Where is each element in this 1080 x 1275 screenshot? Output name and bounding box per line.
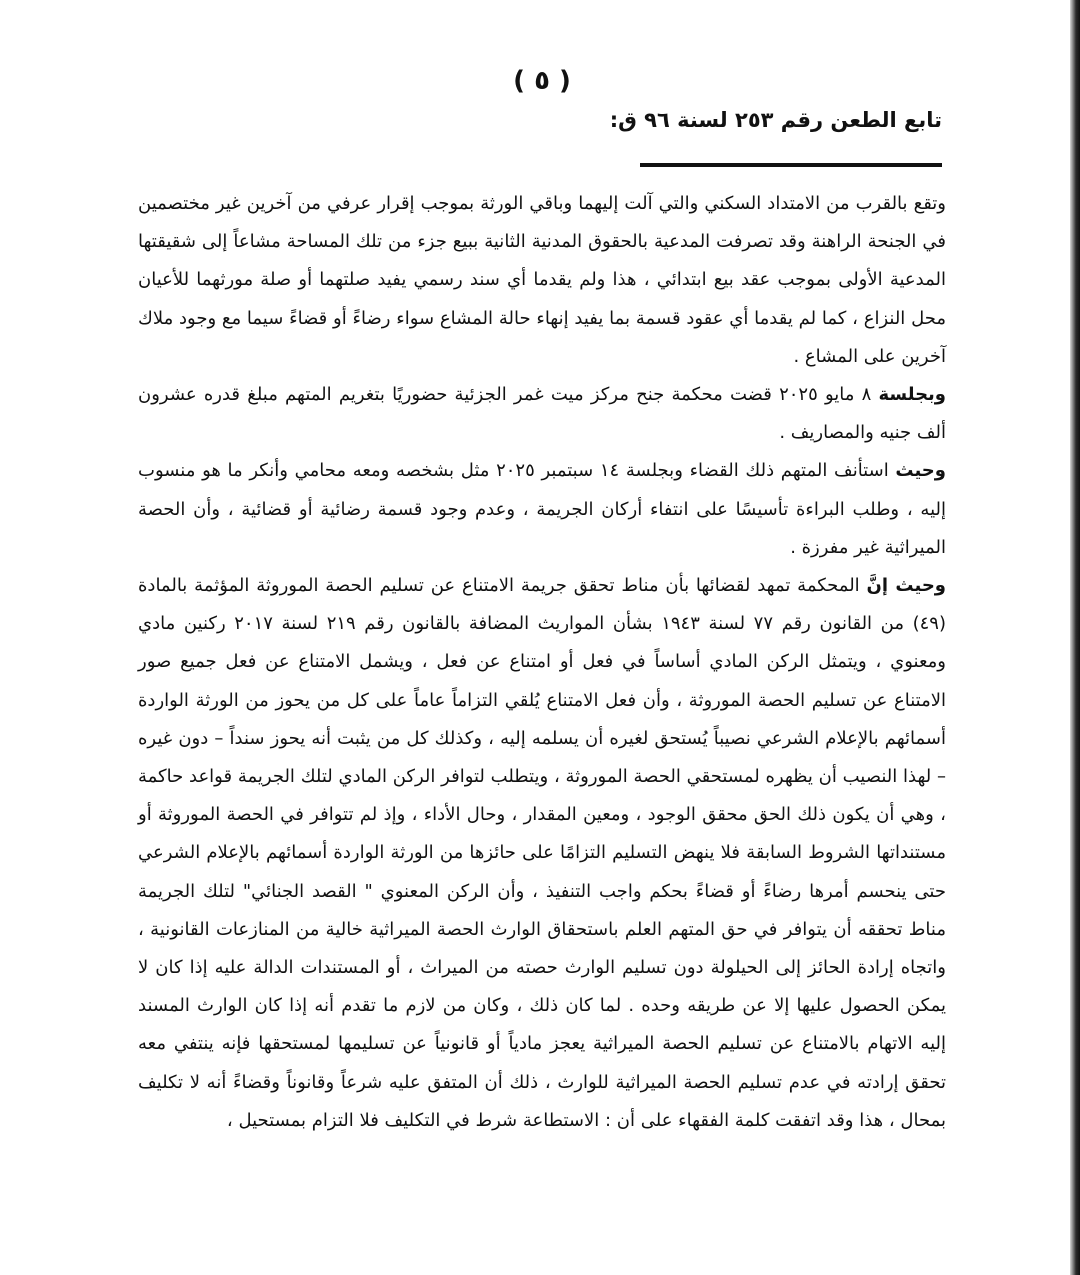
page-margin-left bbox=[0, 0, 70, 1275]
paragraph-1-text: وتقع بالقرب من الامتداد السكني والتي آلت إليهما وباقي الورثة بموجب إقرار عرفي من آخرين غير مختصمين في الجنحة الراهنة وقد تصرفت المدعية بالحقوق المدنية الثانية ببيع جزء من تلك المساحة مشاعاً إلى شقيقتها المدعية الأولى بموجب عقد بيع ابتدائي ، هذا ولم يقدما أي سند رسمي يفيد صلتهما أو صلة مورثهما للأعيان محل النزاع ، كما لم يقدما أي عقود قسمة بما يفيد إنهاء حالة المشاع سواء رضاءً أو قضاءً سيما مع وجود ملاك آخرين على المشاع . bbox=[138, 193, 946, 367]
paragraph-3-lead: وحيث bbox=[895, 460, 946, 482]
paragraph-3-text: استأنف المتهم ذلك القضاء وبجلسة ١٤ سبتمبر ٢٠٢٥ مثل بشخصه ومعه محامي وأنكر ما هو منسوب إليه ، وطلب البراءة تأسيسًا على انتفاء أركان الجريمة ، وعدم وجود قسمة رضائية أو قضائية ، وأن الحصة الميراثية غير مفرزة . bbox=[138, 460, 946, 558]
page-number: ( ٥ ) bbox=[513, 66, 571, 96]
paragraph-2-text: ٨ مايو ٢٠٢٥ قضت محكمة جنح مركز ميت غمر الجزئية حضوريًا بتغريم المتهم مبلغ قدره عشرون ألف جنيه والمصاريف . bbox=[138, 384, 946, 444]
paragraph-4 bbox=[138, 567, 946, 1140]
paragraph-1 bbox=[138, 185, 946, 376]
page-edge-shadow bbox=[1070, 0, 1080, 1275]
document-body bbox=[138, 185, 946, 1140]
document-page bbox=[138, 0, 946, 1275]
heading-underline-rule bbox=[640, 163, 942, 167]
paragraph-4-text: المحكمة تمهد لقضائها بأن مناط تحقق جريمة الامتناع عن تسليم الحصة الموروثة المؤثمة بالمادة (٤٩) من القانون رقم ٧٧ لسنة ١٩٤٣ بشأن المواريث المضافة بالقانون رقم ٢١٩ لسنة ٢٠١٧ ركنين مادي ومعنوي ، ويتمثل الركن المادي أساساً في فعل أو امتناع عن فعل ، ويشمل الامتناع عن فعل جميع صور الامتناع عن تسليم الحصة الموروثة ، وأن فعل الامتناع يُلقي التزاماً عاماً على كل من يحوز من الورثة الواردة أسمائهم بالإعلام الشرعي نصيباً يُستحق لغيره أن يسلمه إليه ، وكذلك كل من يثبت أنه يحوز سنداً – دون غيره – لهذا النصيب أن يظهره لمستحقي الحصة الموروثة ، ويتطلب لتوافر الركن المادي لتلك الجريمة قواعد حاكمة ، وهي أن يكون ذلك الحق محقق الوجود ، ومعين المقدار ، وحال الأداء ، وإذ لم تتوافر في الحصة الموروثة أو مستنداتها الشروط السابقة فلا ينهض التسليم التزامًا على حائزها من الورثة الواردة أسمائهم بالإعلام الشرعي حتى ينحسم أمرها رضاءً أو قضاءً بحكم واجب التنفيذ ، وأن الركن المعنوي " القصد الجنائي" لتلك الجريمة مناط تحققه أن يتوافر في حق المتهم العلم باستحقاق الوارث الحصة الميراثية خالية من المنازعات القانونية ، واتجاه إرادة الحائز إلى الحيلولة دون تسليم الوارث حصته من الميراث ، أو المستندات الدالة عليه إذا كان لا يمكن الحصول عليها إلا عن طريقه وحده . لما كان ذلك ، وكان من لازم ما تقدم أنه إذا كان الوارث المسند إليه الاتهام بالامتناع عن تسليم الحصة الميراثية يعجز مادياً أو قانونياً عن تسليمها لمستحقها فإنه ينتفي معه تحقق إرادته في عدم تسليم الحصة الميراثية للوارث ، ذلك أن المتفق عليه شرعاً وقانوناً وقضاءً أنه لا تكليف بمحال ، هذا وقد اتفقت كلمة الفقهاء على أن : الاستطاعة شرط في التكليف فلا التزام بمستحيل ، bbox=[138, 575, 946, 1131]
paragraph-3 bbox=[138, 452, 946, 567]
paragraph-2-lead: وبجلسة bbox=[878, 384, 946, 406]
paragraph-2 bbox=[138, 376, 946, 452]
appeal-reference-heading: تابع الطعن رقم ٢٥٣ لسنة ٩٦ ق: bbox=[609, 108, 942, 132]
paragraph-4-lead: وحيث إنَّ bbox=[866, 575, 946, 597]
